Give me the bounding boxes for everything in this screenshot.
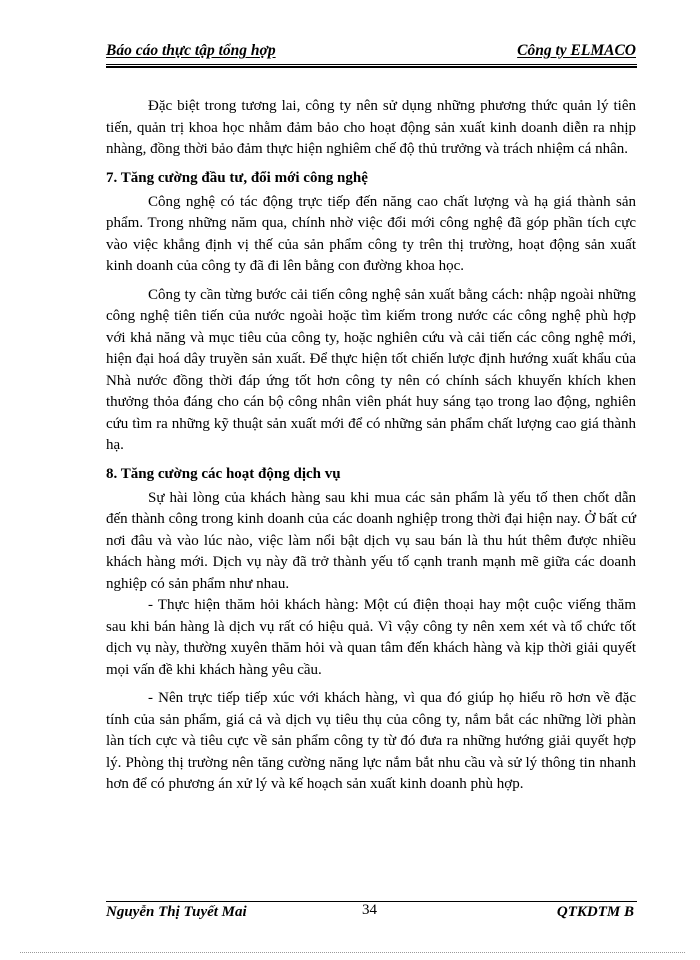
header-company-name: Công ty ELMACO [517, 42, 636, 59]
paragraph-technology-impact: Công nghệ có tác động trực tiếp đến năng cao chất lượng và hạ giá thành sản phẩm. Trong những năm qua, chính nhờ việc đổi mới công nghệ đã góp phần tích cực vào việc khẳng định vị thế của sản phẩm công ty trên thị trường, hoạt động sản xuất kinh doanh của công ty đã đi lên bằng con đường khoa học. [106, 193, 636, 274]
page-header [106, 42, 636, 60]
section-heading-7: 7. Tăng cường đầu tư, đổi mới công nghệ [106, 169, 368, 186]
footer-author: Nguyễn Thị Tuyết Mai [106, 904, 247, 920]
header-rule [106, 64, 637, 68]
footer-class-code: QTKDTM B [556, 904, 634, 920]
section-heading-8: 8. Tăng cường các hoạt động dịch vụ [106, 465, 341, 482]
document-body [106, 96, 636, 796]
paragraph-customer-satisfaction: Sự hài lòng của khách hàng sau khi mua các sản phẩm là yếu tố then chốt dẫn đến thành công trong kinh doanh của các doanh nghiệp trong thời đại hiện nay. Ở bất cứ nơi đâu và vào lúc nào, việc làm nổi bật dịch vụ sau bán là thu hút thêm được nhiều khách hàng mới. Dịch vụ này đã trở thành yếu tố cạnh tranh mạnh mẽ giữa các doanh nghiệp có sản phẩm như nhau. [106, 489, 636, 592]
paragraph-management: Đặc biệt trong tương lai, công ty nên sử dụng những phương thức quản lý tiên tiến, quản trị khoa học nhằm đảm bảo cho hoạt động sản xuất kinh doanh diễn ra nhịp nhàng, đồng thời bảo đảm thực hiện nghiêm chế độ thủ trưởng và trách nhiệm cá nhân. [106, 98, 636, 157]
paragraph-direct-contact: - Nên trực tiếp tiếp xúc với khách hàng, vì qua đó giúp họ hiểu rõ hơn về đặc tính của sản phẩm, giá cả và dịch vụ tiêu thụ của công ty, nắm bắt các những lời phàn làn tích cực và tiêu cực về sản phẩm công ty từ đó đưa ra những hướng giải quyết hợp lý. Phòng thị trường nên tăng cường năng lực nắm bắt nhu cầu và sử lý thông tin nhanh hơn để có phương án xử lý và kế hoạch sản xuất kinh doanh phù hợp. [106, 690, 636, 792]
paragraph-technology-improvement: Công ty cần từng bước cải tiến công nghệ sản xuất bằng cách: nhập ngoài những công nghệ tiên tiến của nước ngoài hoặc tìm kiếm trong nước các công nghệ phù hợp với khả năng và mục tiêu của công ty, hoặc nghiên cứu và cải tiến các công nghệ mới, hiện đại hoá dây truyền sản xuất. Để thực hiện tốt chiến lược định hướng xuất khẩu của Nhà nước đồng thời đáp ứng tốt hơn công ty nên có chính sách khuyến khích khen thưởng thỏa đáng cho cán bộ công nhân viên phát huy sáng tạo trong lao động, nghiên cứu tìm ra những kỹ thuật sản xuất mới để có những sản phẩm chất lượng cao giá thành hạ. [106, 286, 636, 453]
paragraph-customer-visits: - Thực hiện thăm hỏi khách hàng: Một cú điện thoại hay một cuộc viếng thăm sau khi bán hàng là dịch vụ rất có hiệu quả. Vì vậy công ty nên xem xét và tổ chức tốt dịch vụ này, thường xuyên thăm hỏi và quan tâm đến khách hàng và kịp thời giải quyết mọi vấn đề khi khách hàng yêu cầu. [106, 597, 636, 678]
page-number: 34 [362, 902, 377, 918]
page-footer [106, 902, 636, 924]
header-report-title: Báo cáo thực tập tổng hợp [106, 42, 276, 59]
page-break-line [20, 952, 685, 953]
